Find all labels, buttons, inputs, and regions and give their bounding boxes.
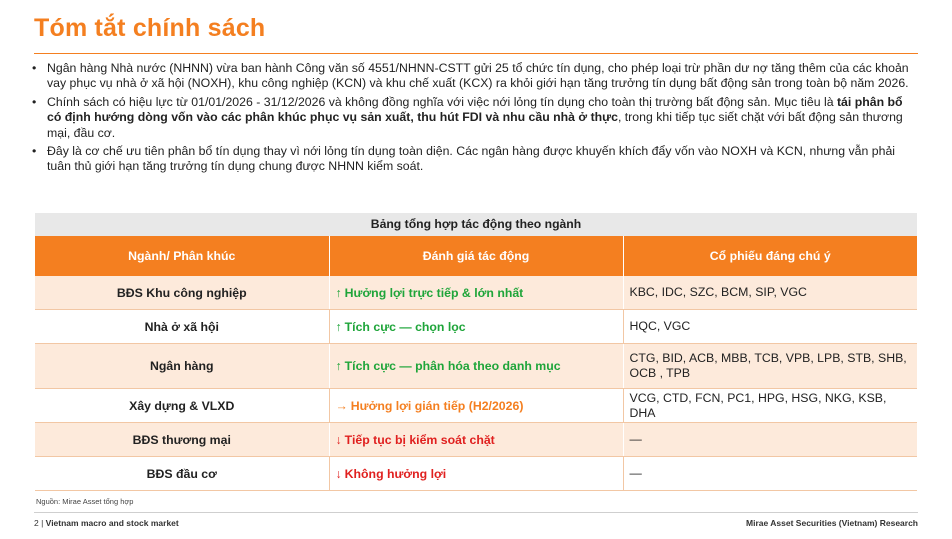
bullet-item: [30, 61, 918, 92]
impact-table: [35, 236, 917, 491]
sector-cell: BĐS đầu cơ: [35, 457, 329, 491]
sector-cell: Xây dựng & VLXD: [35, 389, 329, 423]
table-row: [35, 276, 917, 310]
sector-cell: Ngân hàng: [35, 344, 329, 389]
table-row: [35, 344, 917, 389]
sector-cell: BĐS Khu công nghiệp: [35, 276, 329, 310]
table-row: [35, 389, 917, 423]
sector-cell: BĐS thương mại: [35, 423, 329, 457]
bullet-text: Đây là cơ chế ưu tiên phân bổ tín dụng thay vì nới lỏng tín dụng toàn diện. Các ngân hàng được khuyến khích đẩy vốn vào NOXH và KCN, nhưng vẫn phải tuân thủ giới hạn tăng trưởng tín dụng chung được NHNN kiểm soát.: [47, 144, 896, 174]
column-header-impact: Đánh giá tác động: [329, 236, 623, 276]
stocks-cell: —: [623, 423, 917, 457]
arrow-down-icon: ↓: [335, 432, 342, 447]
bullet-dot-icon: •: [32, 94, 37, 109]
bullet-dot-icon: •: [32, 61, 37, 75]
arrow-up-icon: ↑: [335, 359, 342, 373]
arrow-up-icon: ↑: [335, 319, 342, 334]
stocks-cell: KBC, IDC, SZC, BCM, SIP, VGC: [623, 276, 917, 310]
footer-left: [34, 518, 179, 528]
impact-cell: [329, 457, 623, 491]
table-header-row: [35, 236, 917, 276]
bullet-text: , trong khi tiếp tục siết chặt với bất động sản thương mại, đầu cơ.: [47, 110, 903, 140]
bullet-dot-icon: •: [32, 144, 37, 159]
page-number: 2 |: [34, 518, 44, 528]
impact-text: Không hưởng lợi: [344, 466, 447, 481]
impact-text: Tích cực — phân hóa theo danh mục: [344, 359, 561, 373]
arrow-up-icon: ↑: [335, 285, 342, 300]
impact-table-section: [35, 213, 917, 491]
impact-cell: [329, 276, 623, 310]
impact-text: Tích cực — chọn lọc: [344, 319, 466, 334]
footer-divider: [34, 512, 918, 513]
column-header-stocks: Cổ phiếu đáng chú ý: [623, 236, 917, 276]
impact-cell: [329, 423, 623, 457]
impact-cell: [329, 389, 623, 423]
bullet-text: Ngân hàng Nhà nước (NHNN) vừa ban hành Công văn số 4551/NHNN-CSTT gửi 25 tổ chức tín dụng, cho phép loại trừ phần dư nợ tăng thêm của các khoản vay phục vụ nhà ở xã hội (NOXH), khu công nghiệp (KCN) và khu chế xuất (KCX) ra khỏi giới hạn tăng trưởng tín dụng bất động sản trong toàn bộ năm 2026.: [47, 61, 909, 91]
impact-cell: [329, 344, 623, 389]
report-name: Vietnam macro and stock market: [45, 518, 179, 528]
table-row: [35, 457, 917, 491]
stocks-cell: —: [623, 457, 917, 491]
bullet-text: Chính sách có hiệu lực từ 01/01/2026 - 31/12/2026 và không đồng nghĩa với việc nới lỏng tín dụng cho toàn thị trường bất động sản. Mục tiêu là: [47, 94, 837, 109]
impact-cell: [329, 310, 623, 344]
column-header-sector: Ngành/ Phân khúc: [35, 236, 329, 276]
source-note: Nguồn: Mirae Asset tổng hợp: [36, 497, 134, 506]
stocks-cell: HQC, VGC: [623, 310, 917, 344]
bullet-item: [30, 144, 918, 175]
arrow-down-icon: ↓: [335, 466, 342, 481]
impact-text: Hưởng lợi trực tiếp & lớn nhất: [344, 285, 524, 300]
footer-right: Mirae Asset Securities (Vietnam) Research: [746, 518, 918, 528]
page-title: Tóm tắt chính sách: [34, 14, 266, 42]
impact-text: Hưởng lợi gián tiếp (H2/2026): [350, 398, 524, 413]
table-row: [35, 423, 917, 457]
impact-text: Tiếp tục bị kiểm soát chặt: [344, 432, 495, 447]
bullet-item: [30, 95, 918, 141]
stocks-cell: CTG, BID, ACB, MBB, TCB, VPB, LPB, STB, SHB, OCB , TPB: [623, 344, 917, 389]
title-divider: [34, 53, 918, 54]
stocks-cell: VCG, CTD, FCN, PC1, HPG, HSG, NKG, KSB, DHA: [623, 389, 917, 423]
table-row: [35, 310, 917, 344]
bullet-emphasis: tái phân bổ có định hướng dòng vốn vào các phân khúc phục vụ sản xuất, thu hút FDI và nhu cầu nhà ở thực: [47, 94, 903, 125]
sector-cell: Nhà ở xã hội: [35, 310, 329, 344]
table-caption: Bảng tổng hợp tác động theo ngành: [35, 213, 917, 236]
policy-bullets: [30, 61, 918, 178]
arrow-right-icon: →: [335, 398, 348, 413]
